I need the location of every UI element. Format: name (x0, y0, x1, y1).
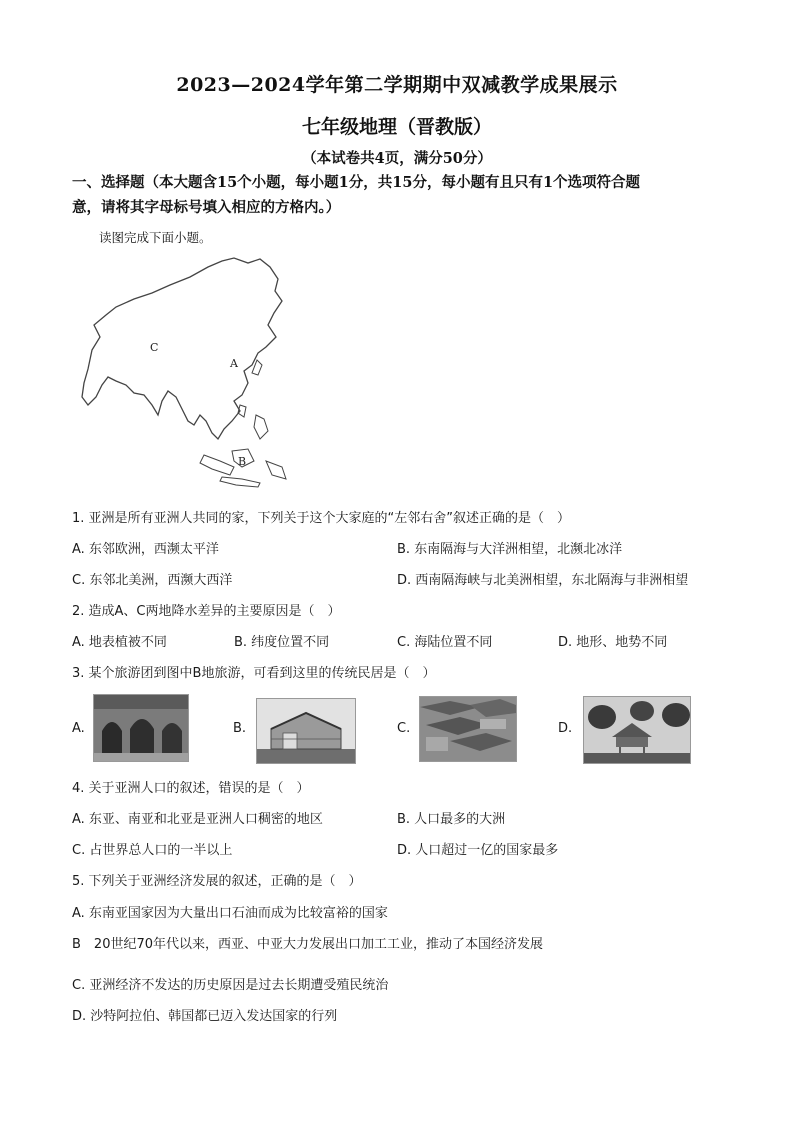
q4-option-b[interactable]: B. 人口最多的大洲 (397, 812, 506, 827)
java-island (220, 477, 260, 487)
q2-option-a[interactable]: A. 地表植被不同 (72, 635, 167, 650)
question-5-stem: 5. 下列关于亚洲经济发展的叙述，正确的是（ ） (72, 874, 362, 889)
q5-option-c[interactable]: C. 亚洲经济不发达的历史原因是过去长期遭受殖民统治 (72, 978, 389, 993)
q3-option-b[interactable]: B. (233, 721, 247, 736)
q2-option-c[interactable]: C. 海陆位置不同 (397, 635, 493, 650)
map-label-c: C (150, 341, 159, 354)
q3-photo-yurt (256, 698, 356, 764)
sumatra-island (200, 455, 234, 475)
q5-option-d[interactable]: D. 沙特阿拉伯、韩国都已迈入发达国家的行列 (72, 1009, 338, 1024)
q2-option-d[interactable]: D. 地形、地势不同 (558, 635, 668, 650)
q5-option-a[interactable]: A. 东南亚国家因为大量出口石油而成为比较富裕的国家 (72, 906, 388, 921)
q1-option-d[interactable]: D. 西南隔海峡与北美洲相望，东北隔海与非洲相望 (397, 573, 689, 588)
question-4-stem: 4. 关于亚洲人口的叙述，错误的是（ ） (72, 781, 310, 796)
arched-house-image (94, 695, 188, 761)
asia-outline (82, 258, 282, 439)
q1-option-b[interactable]: B. 东南隔海与大洋洲相望，北濒北冰洋 (397, 542, 623, 557)
q5-option-b[interactable]: B 20世纪70年代以来，西亚、中亚大力发展出口加工工业，推动了本国经济发展 (72, 937, 544, 952)
intro-text: 读图完成下面小题。 (99, 230, 212, 245)
new-guinea-island (266, 461, 286, 479)
q4-option-d[interactable]: D. 人口超过一亿的国家最多 (397, 843, 559, 858)
page-subtitle: 七年级地理（晋教版） (301, 116, 492, 138)
q1-option-c[interactable]: C. 东邻北美洲，西濒大西洋 (72, 573, 233, 588)
asia-map (72, 255, 290, 495)
asia-map-svg (72, 255, 290, 495)
q4-option-c[interactable]: C. 占世界总人口的一半以上 (72, 843, 233, 858)
q3-option-c[interactable]: C. (397, 721, 411, 736)
philippine-islands (254, 415, 268, 439)
yurt-image (257, 699, 355, 763)
question-2-stem: 2. 造成A、C两地降水差异的主要原因是（ ） (72, 604, 341, 619)
question-1-stem: 1. 亚洲是所有亚洲人共同的家，下列关于这个大家庭的“左邻右舍”叙述正确的是（ ） (72, 511, 571, 526)
map-label-b: B (238, 455, 247, 468)
q3-option-d[interactable]: D. (558, 721, 573, 736)
q1-option-a[interactable]: A. 东邻欧洲，西濒太平洋 (72, 542, 219, 557)
page-title: 2023—2024学年第二学期期中双减教学成果展示 (176, 74, 618, 96)
section-heading-line2: 意，请将其字母标号填入相应的方格内。） (72, 199, 341, 216)
stilt-house-image (584, 697, 690, 763)
q3-photo-stilt-house (583, 696, 691, 764)
q3-photo-arched-stone-house (93, 694, 189, 762)
q2-option-b[interactable]: B. 纬度位置不同 (234, 635, 330, 650)
map-label-a: A (230, 357, 238, 370)
question-3-stem: 3. 某个旅游团到图中B地旅游，可看到这里的传统民居是（ ） (72, 666, 436, 681)
section-heading-line1: 一、选择题（本大题含15个小题，每小题1分，共15分，每小题有且只有1个选项符合题 (72, 174, 641, 191)
q4-option-a[interactable]: A. 东亚、南亚和北亚是亚洲人口稠密的地区 (72, 812, 323, 827)
courtyard-image (420, 697, 516, 761)
exam-note: （本试卷共4页，满分50分） (302, 150, 492, 167)
q3-photo-courtyard-roofs (419, 696, 517, 762)
q3-option-a[interactable]: A. (72, 721, 85, 736)
